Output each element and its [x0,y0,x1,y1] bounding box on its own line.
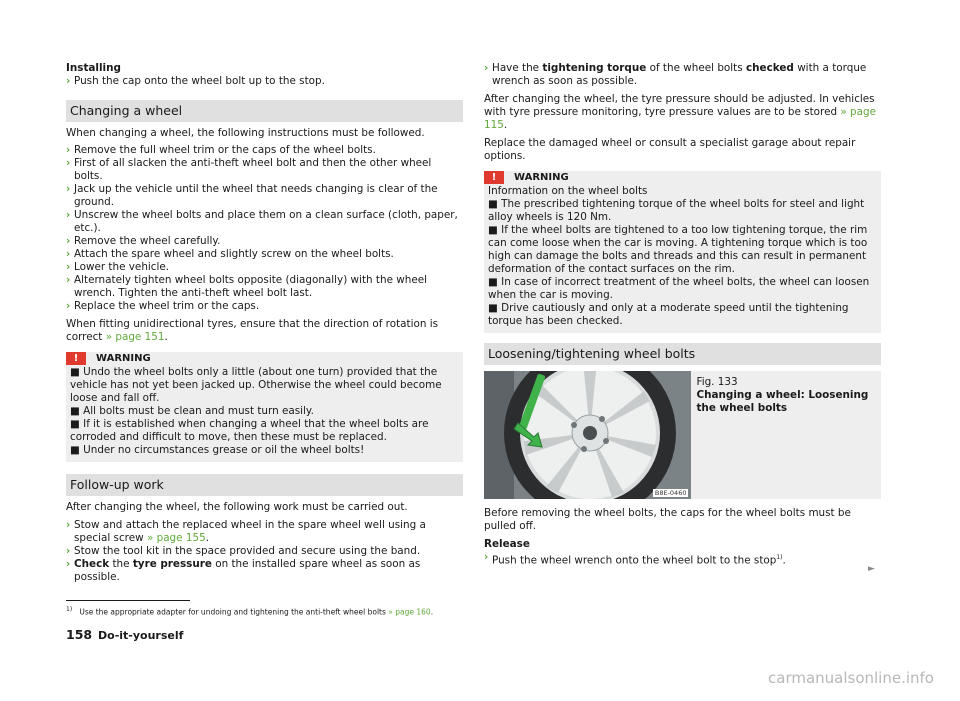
step-arrow-icon: › [66,144,71,156]
step-arrow-icon: › [66,209,71,221]
step-arrow-icon: › [66,157,71,169]
step-arrow-icon: › [66,545,71,557]
step-arrow-icon: › [484,551,489,563]
page-number: 158 [66,627,93,642]
page-link[interactable]: » page 151 [105,331,165,343]
warning-heading: Information on the wheel bolts [488,185,648,197]
changing-wheel-intro: When changing a wheel, the following instructions must be followed. [66,127,425,139]
section-title-loosening: Loosening/tightening wheel bolts [484,343,881,365]
list-item: › Replace the wheel trim or the caps. [66,300,260,312]
page-link[interactable]: » page 155 [146,532,206,544]
watermark: carmanualsonline.info [768,669,934,687]
list-item: › Jack up the vehicle until the wheel that needs changing is clear of the ground. [66,183,438,208]
continue-arrow-icon: ► [868,564,875,574]
changing-wheel-steps [66,144,463,313]
installing-step: › Push the cap onto the wheel bolt up to the stop. [66,75,325,87]
warning-item: ■ All bolts must be clean and must turn easily. [70,405,314,417]
followup-intro: After changing the wheel, the following work must be carried out. [66,501,408,513]
step-arrow-icon: › [66,300,71,312]
list-item: › Remove the wheel carefully. [66,235,221,247]
figure-133 [484,371,881,499]
torque-check-step: › Have the tightening torque of the wheel bolts checked with a torque wrench as soon as possible. [484,62,867,87]
warning-item: ■ If it is established when changing a wheel that the wheel bolts are corroded and difficult to move, then these must be replaced. [70,418,429,443]
replace-note: Replace the damaged wheel or consult a specialist garage about repair options. [484,137,856,162]
list-item: › Lower the vehicle. [66,261,170,273]
page-link[interactable]: » page 160 [388,607,431,617]
before-removal-note: Before removing the wheel bolts, the caps for the wheel bolts must be pulled off. [484,507,851,532]
warning-box [484,171,881,333]
list-item: › Remove the full wheel trim or the caps of the wheel bolts. [66,144,376,156]
step-arrow-icon: › [66,274,71,286]
list-item: › Attach the spare wheel and slightly screw on the wheel bolts. [66,248,394,260]
release-step: › Push the wheel wrench onto the wheel bolt to the stop$^{1)}$. [484,551,786,567]
warning-label: WARNING [96,353,151,364]
warning-item: ■ Drive cautiously and only at a moderate speed until the tightening torque has been checked. [488,302,849,327]
footnote: $^{1)}$ Use the appropriate adapter for undoing and tightening the anti-theft wheel bolts » page 160. [66,606,434,617]
warning-item: ■ In case of incorrect treatment of the wheel bolts, the wheel can loosen when the car is moving. [488,276,870,301]
list-item: › First of all slacken the anti-theft wheel bolt and then the other wheel bolts. [66,157,432,182]
warning-item: ■ If the wheel bolts are tightened to a too low tightening torque, the rim can come loose when the car is moving. A tightening torque which is too high can damage the bolts and threads and this can result in permanent deformation of the contact surfaces on the rim. [488,224,868,275]
warning-icon: ! [66,352,86,365]
step-arrow-icon: › [66,558,71,570]
page-link[interactable]: » page 115 [484,106,877,131]
step-arrow-icon: › [66,261,71,273]
step-arrow-icon: › [66,519,71,531]
step-arrow-icon: › [66,183,71,195]
list-item: › Stow and attach the replaced wheel in the spare wheel well using a special screw » page 155. [66,519,426,544]
list-item: › Stow the tool kit in the space provided and secure using the band. [66,545,421,557]
warning-icon: ! [484,171,504,184]
pressure-note: After changing the wheel, the tyre pressure should be adjusted. In vehicles with tyre pressure monitoring, tyre pressure values are to be stored » page 115. [484,93,877,131]
wheel-wrench-image [484,371,691,499]
right-column [484,62,881,567]
installing-heading: Installing [66,62,121,74]
warning-item: ■ Undo the wheel bolts only a little (about one turn) provided that the vehicle has not yet been jacked up. Otherwise the wheel could become loose and fall off. [70,366,442,404]
footnote-divider [66,600,190,601]
left-column [66,62,463,584]
figure-number: Fig. 133 [696,376,738,388]
figure-code: B8E-0460 [654,489,687,497]
warning-box [66,352,463,462]
warning-label: WARNING [514,172,569,183]
followup-steps [66,519,463,584]
step-arrow-icon: › [66,248,71,260]
wheel-illustration [484,371,691,499]
unidirectional-note: When fitting unidirectional tyres, ensure that the direction of rotation is correct » page 151. [66,318,439,343]
section-title-followup: Follow-up work [66,474,463,496]
figure-caption-text: Changing a wheel: Loosening the wheel bolts [696,389,869,414]
step-arrow-icon: › [66,75,71,87]
list-item: › Check the tyre pressure on the installed spare wheel as soon as possible. [66,558,421,583]
warning-item: ■ Under no circumstances grease or oil the wheel bolts! [70,444,365,456]
section-title-changing-wheel: Changing a wheel [66,100,463,122]
list-item: › Alternately tighten wheel bolts opposite (diagonally) with the wheel wrench. Tighten the anti-theft wheel bolt last. [66,274,428,299]
page-section-title: Do-it-yourself [98,629,184,642]
step-arrow-icon: › [66,235,71,247]
step-arrow-icon: › [484,62,489,74]
warning-item: ■ The prescribed tightening torque of the wheel bolts for steel and light alloy wheels is 120 Nm. [488,198,865,223]
figure-caption [691,371,881,499]
list-item: › Unscrew the wheel bolts and place them on a clean surface (cloth, paper, etc.). [66,209,458,234]
release-heading: Release [484,538,530,550]
